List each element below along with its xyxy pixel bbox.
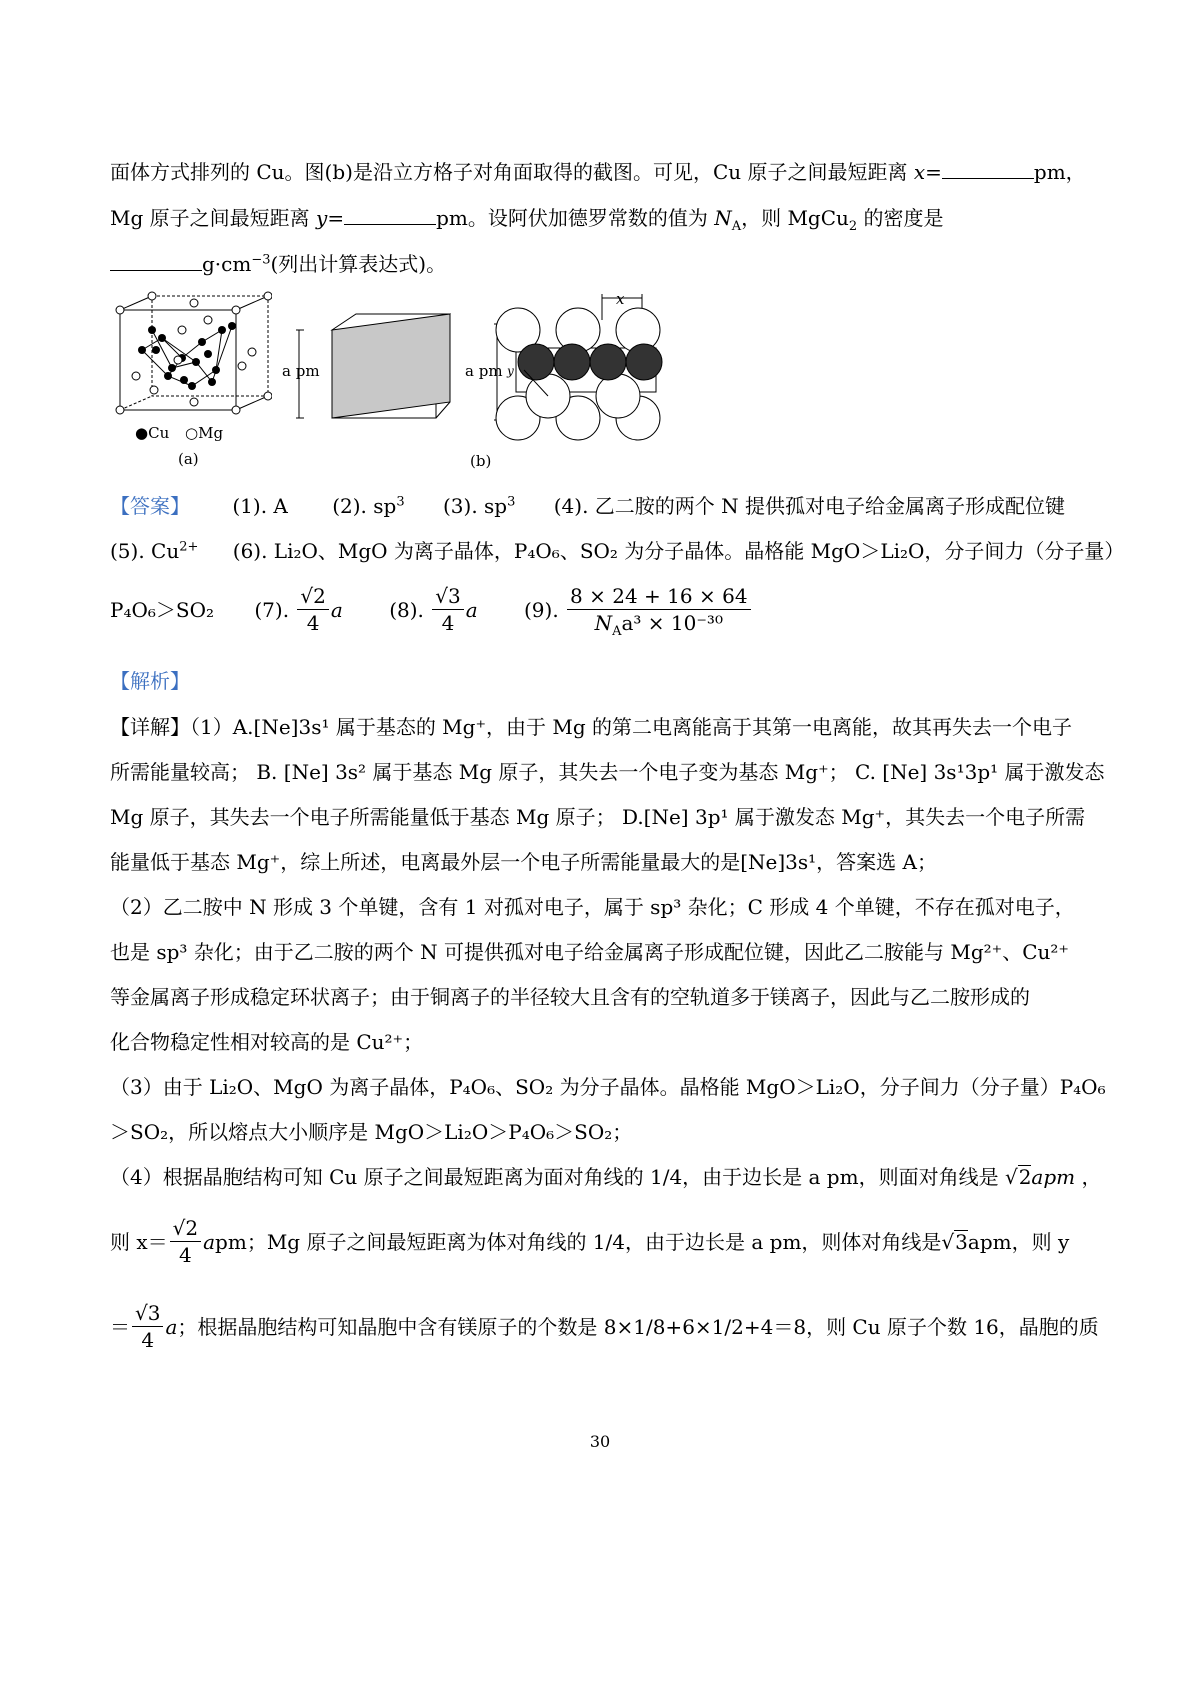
- analysis-p4-l3: ＝ $\frac{√3}{4}$ a；根据晶胞结构可知晶胞中含有镁原子的个数是 8×1/8+6×1/2+4＝8，则 Cu 原子个数 16，晶胞的质: [110, 1301, 1099, 1352]
- analysis-p2-l3: 等金属离子形成稳定环状离子；由于铜离子的半径较大且含有的空轨道多于镁离子，因此与乙二胺形成的: [110, 985, 1030, 1009]
- fraction-x: $\frac{√2}{4}$: [170, 1215, 201, 1268]
- label-y: y: [507, 364, 514, 378]
- answer-line-1: 【答案】 (1). A (2). $sp^3$ (3). $sp^3$ (4). 乙二胺的两个 N 提供孤对电子给金属离子形成配位键: [110, 494, 1066, 518]
- cross-section-diagram: [494, 290, 684, 442]
- question-line-2: Mg 原子之间最短距离 y= pm。设阿伏加德罗常数的值为 $N_A$，则 MgCu$_2$ 的密度是: [110, 206, 944, 234]
- fraction-y: $\frac{√3}{4}$: [132, 1300, 163, 1353]
- legend-mg: ○Mg: [185, 424, 224, 442]
- label-x: x: [616, 290, 625, 308]
- analysis-p2-l2: 也是 sp³ 杂化；由于乙二胺的两个 N 可提供孤对电子给金属离子形成配位键，因此乙二胺能与 Mg²⁺、Cu²⁺: [110, 940, 1069, 964]
- answer-tag: 【答案】: [110, 494, 190, 518]
- analysis-p3-l2: ＞SO₂，所以熔点大小顺序是 MgO＞Li₂O＞P₄O₆＞SO₂；: [110, 1120, 633, 1144]
- analysis-p3-l1: （3）由于 Li₂O、MgO 为离子晶体，P₄O₆、SO₂ 为分子晶体。晶格能 MgO＞Li₂O，分子间力（分子量）P₄O₆: [110, 1075, 1106, 1099]
- answer-line-2: (5). $Cu^{2+}$ (6). Li₂O、MgO 为离子晶体，P₄O₆、SO₂ 为分子晶体。晶格能 MgO＞Li₂O，分子间力（分子量）: [110, 539, 1125, 563]
- analysis-p4-l2: 则 x＝ $\frac{√2}{4}$ apm；Mg 原子之间最短距离为体对角线的 1/4，由于边长是 a pm，则体对角线是√3apm，则 y: [110, 1216, 1070, 1267]
- unit-cell-diagram: [112, 290, 272, 420]
- label-apm-2: a pm: [465, 362, 503, 380]
- answer-blank-x: [942, 158, 1034, 179]
- analysis-p1-l1: 【详解】（1）A.[Ne]3s¹ 属于基态的 Mg⁺，由于 Mg 的第二电离能高于其第一电离能，故其再失去一个电子: [110, 715, 1073, 739]
- analysis-p2-l4: 化合物稳定性相对较高的是 Cu²⁺；: [110, 1030, 424, 1054]
- label-apm-1: a pm: [282, 362, 320, 380]
- analysis-p1-l2: 所需能量较高； B. [Ne] 3s² 属于基态 Mg 原子，其失去一个电子变为基态 Mg⁺； C. [Ne] 3s¹3p¹ 属于激发态: [110, 760, 1105, 784]
- analysis-p4-l1: （4）根据晶胞结构可知 Cu 原子之间最短距离为面对角线的 1/4，由于边长是 a pm，则面对角线是 √2apm ，: [110, 1165, 1102, 1189]
- analysis-p1-l3: Mg 原子，其失去一个电子所需能量低于基态 Mg 原子； D.[Ne] 3p¹ 属于激发态 Mg⁺，其失去一个电子所需: [110, 805, 1086, 829]
- figure-label-b: (b): [470, 452, 492, 470]
- page-number: 30: [589, 1432, 611, 1451]
- answer-blank-density: [110, 250, 202, 271]
- analysis-p2-l1: （2）乙二胺中 N 形成 3 个单键，含有 1 对孤对电子，属于 sp³ 杂化；C 形成 4 个单键，不存在孤对电子，: [110, 895, 1075, 919]
- answer-blank-y: [344, 204, 436, 225]
- question-line-1: 面体方式排列的 Cu。图(b)是沿立方格子对角面取得的截图。可见，Cu 原子之间最短距离 x= pm，: [110, 160, 1086, 184]
- fraction-9: $\frac{8 \times 24 + 16 \times 64}{N_Aa^3 \times 10^{-30}}$: [567, 583, 751, 636]
- legend-cu: ●Cu: [135, 424, 170, 442]
- diagonal-plane-cube: [296, 310, 456, 425]
- fraction-7: $\frac{√2}{4}$: [297, 583, 328, 636]
- answer-8-var: a: [465, 597, 478, 622]
- question-line-3: $g\cdot cm^{-3}$(列出计算表达式)。: [110, 250, 446, 277]
- figure-label-a: (a): [178, 450, 199, 468]
- analysis-tag: 【解析】: [110, 669, 190, 693]
- analysis-p1-l4: 能量低于基态 Mg⁺，综上所述，电离最外层一个电子所需能量最大的是[Ne]3s¹，答案选 A；: [110, 850, 937, 874]
- fraction-8: $\frac{√3}{4}$: [432, 583, 463, 636]
- answer-line-3: P₄O₆＞SO₂ (7). $\frac{√2}{4}$ a (8). $\frac{√3}{4}$ a (9). $\frac{8 \times 24 + 16 \times 64}{N_Aa^3 \times 10^{-30}}$: [110, 583, 753, 636]
